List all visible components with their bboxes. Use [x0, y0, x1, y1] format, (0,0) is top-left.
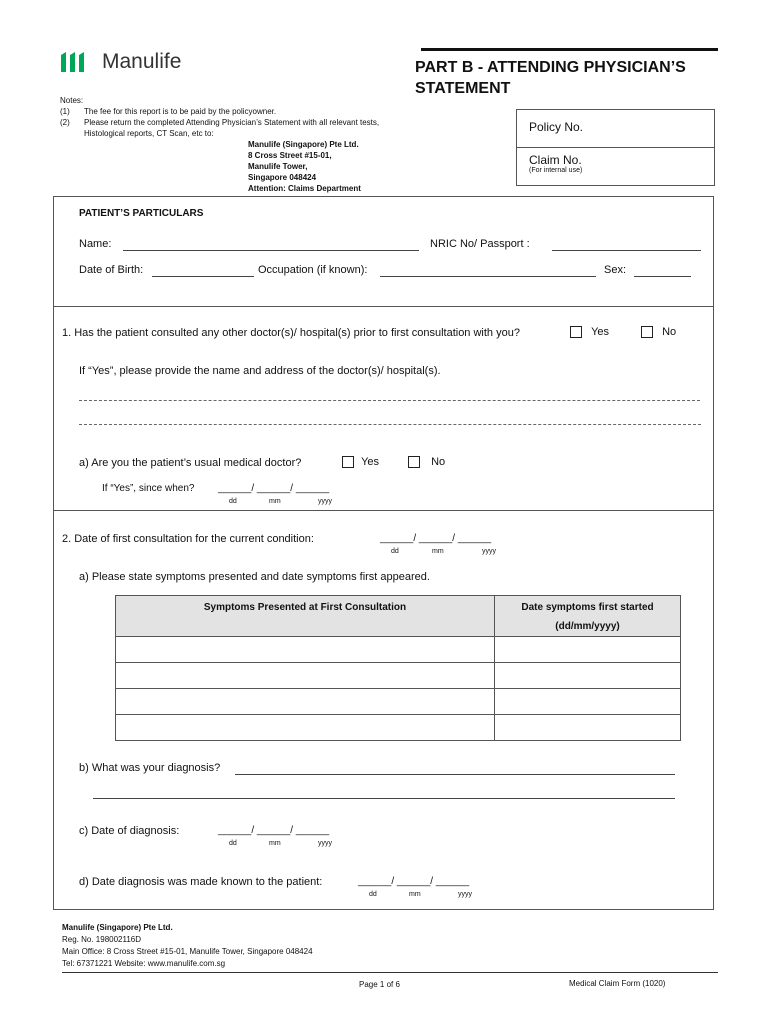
address-line: Singapore 048424 — [248, 173, 317, 182]
mm-hint: mm — [409, 891, 421, 898]
note-1: The fee for this report is to be paid by the policyowner. — [84, 107, 277, 116]
name-field[interactable] — [123, 250, 419, 251]
table-row — [116, 637, 681, 663]
dob-label: Date of Birth: — [79, 264, 144, 276]
q2a-text: a) Please state symptoms presented and date symptoms first appeared. — [79, 571, 430, 583]
page-title — [415, 57, 686, 99]
q2b-text: b) What was your diagnosis? — [79, 762, 221, 774]
q1-no-option[interactable] — [641, 326, 676, 338]
claim-no-label: Claim No. — [529, 153, 582, 167]
date-cell[interactable] — [495, 715, 681, 741]
footer-reg: Reg. No. 198002116D — [62, 935, 142, 944]
note-num: (2) — [60, 118, 70, 127]
q1a-since-date-field[interactable]: ______/ ______/ ______ — [218, 483, 330, 494]
date-cell[interactable] — [495, 637, 681, 663]
q1-yes-checkbox[interactable] — [570, 326, 582, 338]
note-2-cont: Histological reports, CT Scan, etc to: — [84, 129, 214, 138]
symptoms-column-header — [116, 596, 495, 637]
address-line: Attention: Claims Department — [248, 184, 361, 193]
dd-hint: dd — [369, 891, 377, 898]
address-line: Manulife (Singapore) Pte Ltd. — [248, 140, 359, 149]
table-row — [116, 689, 681, 715]
yyyy-hint: yyyy — [482, 548, 496, 555]
footer-rule — [62, 972, 718, 973]
symptom-cell[interactable] — [116, 637, 495, 663]
symptom-cell[interactable] — [116, 689, 495, 715]
q1a-no-option[interactable] — [408, 456, 445, 468]
q1a-no-label: No — [431, 456, 446, 468]
q1a-no-checkbox[interactable] — [408, 456, 420, 468]
nric-label: NRIC No/ Passport : — [430, 238, 530, 250]
sex-field[interactable] — [634, 276, 691, 277]
policy-claim-box — [516, 109, 715, 186]
yyyy-hint: yyyy — [318, 840, 332, 847]
table-header-row — [116, 596, 681, 637]
address-line: 8 Cross Street #15-01, — [248, 151, 332, 160]
form-code: Medical Claim Form (1020) — [569, 979, 666, 988]
claim-no-field[interactable] — [517, 148, 714, 174]
occupation-label: Occupation (if known): — [258, 264, 368, 276]
dd-hint: dd — [391, 548, 399, 555]
dob-field[interactable] — [152, 276, 254, 277]
q1a-since-label: If “Yes”, since when? — [102, 483, 195, 494]
q1a-yes-option[interactable] — [342, 456, 379, 468]
notes — [60, 95, 379, 139]
q2c-text: c) Date of diagnosis: — [79, 825, 180, 837]
return-address — [248, 139, 361, 194]
q1a-yes-label: Yes — [361, 456, 380, 468]
table-row — [116, 663, 681, 689]
footer-company-info — [62, 922, 313, 970]
yyyy-hint: yyyy — [318, 498, 332, 505]
manulife-logo-icon — [60, 51, 86, 73]
notes-label: Notes: — [60, 96, 84, 105]
q1-no-checkbox[interactable] — [641, 326, 653, 338]
q2-date-field[interactable]: ______/ ______/ ______ — [380, 533, 492, 544]
name-label: Name: — [79, 238, 112, 250]
address-line: Manulife Tower, — [248, 162, 308, 171]
q2d-text: d) Date diagnosis was made known to the patient: — [79, 876, 323, 888]
q2b-answer-line-2[interactable] — [93, 798, 675, 799]
q1-answer-line-2[interactable] — [79, 424, 701, 425]
footer-tel: Tel: 67371221 Website: www.manulife.com.sg — [62, 959, 226, 968]
symptom-cell[interactable] — [116, 663, 495, 689]
nric-field[interactable] — [552, 250, 701, 251]
title-line-2: STATEMENT — [415, 80, 511, 97]
mm-hint: mm — [432, 548, 444, 555]
symptoms-table — [115, 595, 681, 741]
note-2: Please return the completed Attending Physician’s Statement with all relevant tests, — [84, 118, 380, 127]
q1-ifyes-text: If “Yes”, please provide the name and address of the doctor(s)/ hospital(s). — [79, 365, 441, 377]
date-header-line-2: (dd/mm/yyyy) — [555, 621, 620, 632]
q1a-yes-checkbox[interactable] — [342, 456, 354, 468]
symptom-cell[interactable] — [116, 715, 495, 741]
policy-no-label: Policy No. — [529, 120, 584, 134]
occupation-field[interactable] — [380, 276, 596, 277]
date-cell[interactable] — [495, 689, 681, 715]
title-rule — [421, 48, 718, 51]
symptoms-header-label: Symptoms Presented at First Consultation — [203, 602, 407, 613]
table-row — [116, 715, 681, 741]
q2b-answer-line-1[interactable] — [235, 774, 675, 775]
note-num: (1) — [60, 107, 70, 116]
particulars-heading: PATIENT’S PARTICULARS — [79, 208, 204, 219]
date-column-header — [495, 596, 681, 637]
sex-label: Sex: — [604, 264, 627, 276]
q1-yes-label: Yes — [591, 326, 610, 338]
dd-hint: dd — [229, 840, 237, 847]
manulife-logo — [60, 50, 181, 74]
date-cell[interactable] — [495, 663, 681, 689]
q2c-date-field[interactable]: ______/ ______/ ______ — [218, 825, 330, 836]
yyyy-hint: yyyy — [458, 891, 472, 898]
page-number: Page 1 of 6 — [359, 980, 400, 989]
q1-answer-line-1[interactable] — [79, 400, 700, 401]
q2-text: 2. Date of first consultation for the current condition: — [62, 533, 314, 545]
q1a-text: a) Are you the patient’s usual medical doctor? — [79, 457, 302, 469]
date-header-line-1: Date symptoms first started — [521, 602, 654, 613]
title-line-1: PART B - ATTENDING PHYSICIAN’S — [415, 59, 686, 76]
claim-no-note: (For internal use) — [529, 167, 583, 174]
q2d-date-field[interactable]: ______/ ______/ ______ — [358, 876, 470, 887]
footer-office: Main Office: 8 Cross Street #15-01, Manulife Tower, Singapore 048424 — [62, 947, 313, 956]
q1-yes-option[interactable] — [570, 326, 609, 338]
mm-hint: mm — [269, 498, 281, 505]
mm-hint: mm — [269, 840, 281, 847]
policy-no-field[interactable] — [517, 110, 714, 148]
q1-no-label: No — [662, 326, 677, 338]
footer-company: Manulife (Singapore) Pte Ltd. — [62, 923, 173, 932]
q1-text: 1. Has the patient consulted any other doctor(s)/ hospital(s) prior to first consultation with you? — [62, 327, 520, 339]
brand-name: Manulife — [102, 50, 182, 73]
dd-hint: dd — [229, 498, 237, 505]
